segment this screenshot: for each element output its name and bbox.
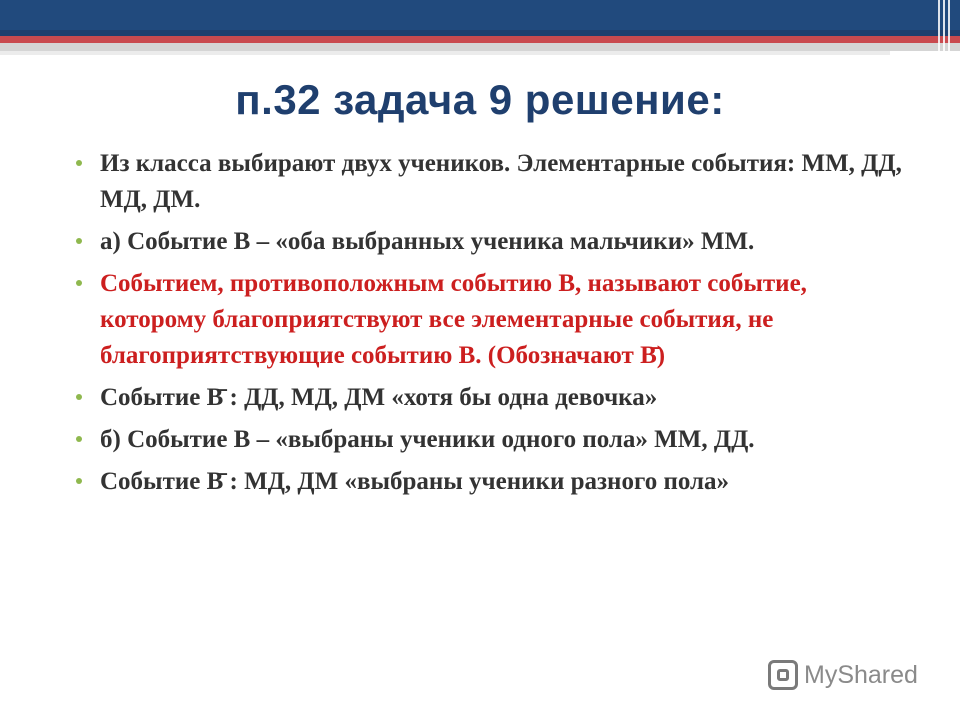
bullet-dot-icon	[76, 436, 82, 442]
bullet-text: Событие В̄ : МД, ДМ «выбраны ученики разного пола»	[100, 468, 730, 495]
bullet-dot-icon	[76, 394, 82, 400]
bullet-item	[72, 380, 912, 416]
bullet-dot-icon	[76, 238, 82, 244]
bullet-item-definition	[72, 266, 912, 374]
bullet-text: Событием, противоположным событию В, называют событие, которому благоприятствуют все элементарные события, не благоприятствующие событию В. (Обозначают В̄)	[100, 270, 807, 369]
bullet-text: а) Событие В – «оба выбранных ученика мальчики» ММ.	[100, 228, 755, 255]
watermark-text: MyShared	[804, 660, 918, 689]
bullet-text: Событие В̄ : ДД, МД, ДМ «хотя бы одна девочка»	[100, 384, 658, 411]
bullet-item	[72, 422, 912, 458]
red-stripe	[0, 36, 960, 43]
watermark-logo	[768, 656, 938, 694]
bullet-list	[72, 146, 912, 506]
bullet-text: Из класса выбирают двух учеников. Элементарные события: ММ, ДД, МД, ДМ.	[100, 150, 902, 213]
bullet-text: б) Событие В – «выбраны ученики одного пола» ММ, ДД.	[100, 426, 755, 453]
grey-stripe	[0, 43, 960, 51]
myshared-logo-icon	[768, 660, 798, 690]
corner-decoration	[938, 0, 952, 52]
header-band-top	[0, 0, 960, 30]
bullet-dot-icon	[76, 280, 82, 286]
light-stripe	[0, 51, 890, 55]
bullet-dot-icon	[76, 478, 82, 484]
bullet-item	[72, 224, 912, 260]
slide-title: п.32 задача 9 решение:	[235, 76, 725, 123]
bullet-item	[72, 146, 912, 218]
bullet-item	[72, 464, 912, 500]
bullet-dot-icon	[76, 160, 82, 166]
